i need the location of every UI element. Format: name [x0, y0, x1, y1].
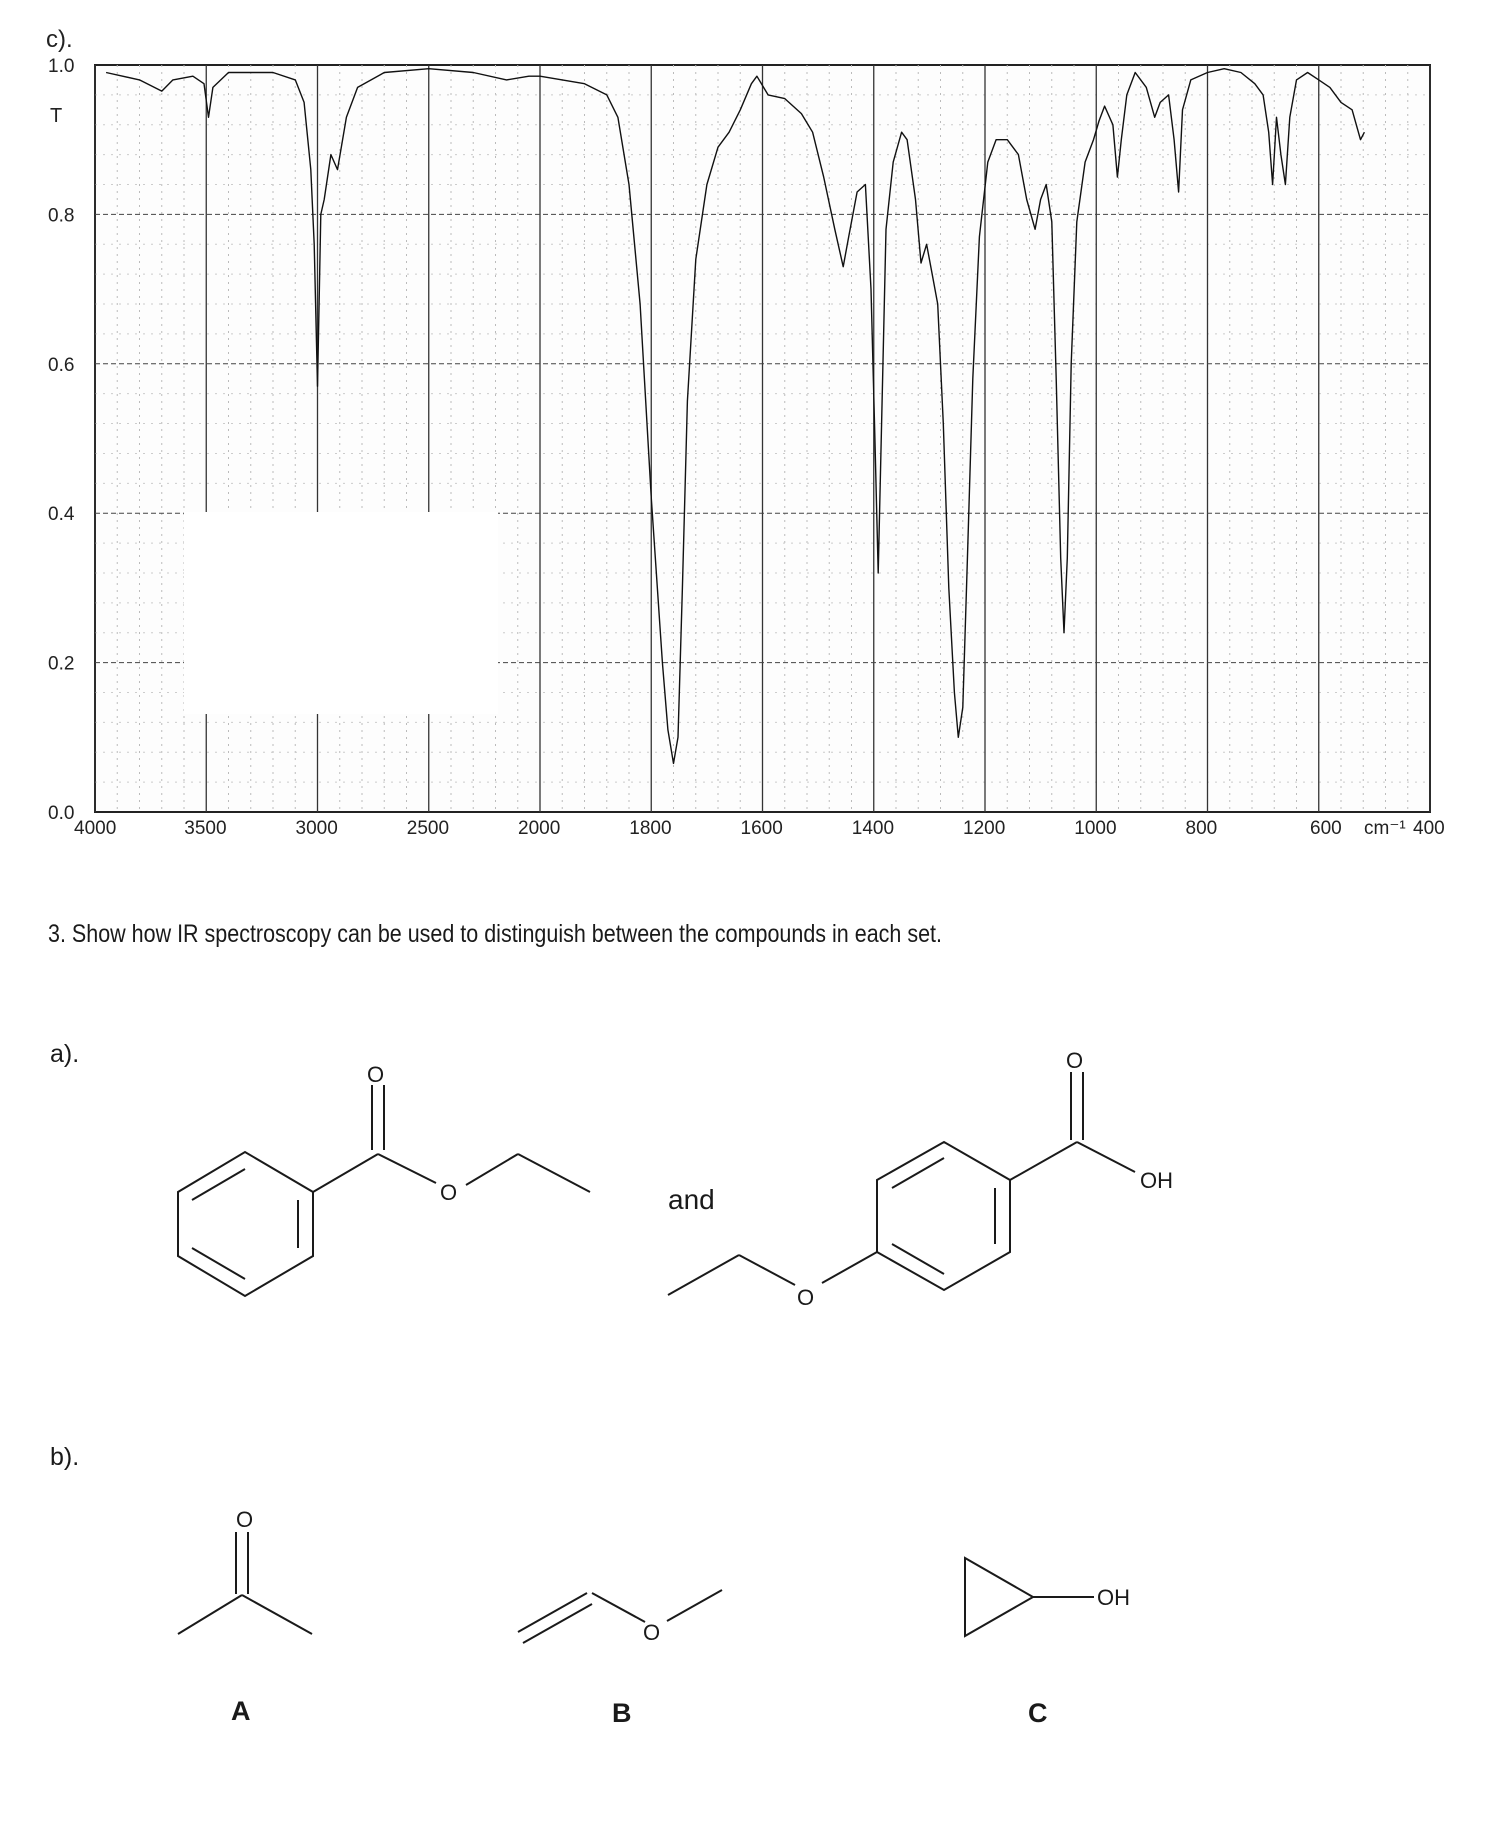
y-axis-label: T [50, 105, 63, 127]
y-tick-label: 0.6 [48, 354, 75, 376]
x-axis-unit: cm⁻¹ [1364, 818, 1406, 839]
atom-label-o: O [367, 1062, 385, 1087]
atom-label-o: O [643, 1620, 661, 1645]
benzene-ring [178, 1152, 313, 1296]
y-tick-label: 0.8 [48, 205, 75, 227]
bond-line [822, 1252, 877, 1283]
x-tick-label: 2500 [406, 818, 450, 839]
problem-c-label: c). [46, 26, 73, 53]
bond-line [739, 1255, 795, 1285]
atom-label-oh: OH [1097, 1585, 1130, 1610]
bond-line [242, 1595, 312, 1634]
compound-b-structure [518, 1590, 722, 1645]
part-a-label: a). [50, 1040, 80, 1068]
x-tick-label: 2000 [518, 818, 561, 839]
bond-line [518, 1154, 590, 1192]
bond-line [668, 1255, 739, 1295]
x-tick-label: 3500 [184, 818, 227, 839]
x-tick-label: 3000 [295, 818, 338, 839]
y-tick-label: 0.0 [48, 803, 75, 824]
x-tick-label: 1200 [963, 818, 1006, 839]
x-tick-label: 4000 [74, 818, 117, 839]
atom-label-oh: OH [1140, 1168, 1173, 1193]
x-tick-label: 800 [1185, 818, 1218, 839]
x-tick-label: 1800 [629, 818, 672, 839]
double-bond-line [192, 1169, 245, 1200]
bond-line [592, 1593, 645, 1622]
ethoxybenzoic-acid-structure [668, 1048, 1173, 1310]
y-tick-label: 0.2 [48, 653, 75, 675]
atom-label-o: O [236, 1507, 254, 1532]
y-tick-label: 0.4 [48, 504, 75, 526]
atom-label-o: O [797, 1285, 815, 1310]
benzene-ring [877, 1142, 1010, 1290]
compound-label-c: C [1028, 1698, 1048, 1728]
bond-line [178, 1595, 242, 1634]
x-tick-label: 400 [1413, 818, 1445, 839]
double-bond-line [892, 1158, 944, 1188]
bond-line [466, 1154, 518, 1185]
double-bond-line [892, 1244, 944, 1274]
double-bond-line [192, 1248, 245, 1279]
part-b-label: b). [50, 1443, 80, 1471]
bond-line [1077, 1142, 1135, 1172]
and-connector: and [668, 1184, 715, 1215]
x-tick-label: 1400 [851, 818, 895, 839]
compound-c-structure [965, 1558, 1130, 1636]
cyclopropane-ring [965, 1558, 1033, 1636]
compound-label-b: B [612, 1698, 632, 1728]
compound-a-structure [178, 1507, 312, 1634]
bond-line [378, 1154, 436, 1183]
y-tick-label: 1.0 [48, 56, 75, 77]
x-tick-label: 1000 [1074, 818, 1117, 839]
atom-label-o: O [1066, 1048, 1084, 1073]
x-tick-label: 1600 [740, 818, 783, 839]
question-3-text: 3. Show how IR spectroscopy can be used to distinguish between the compounds in each set. [48, 920, 942, 948]
bond-line [313, 1154, 378, 1192]
compound-label-a: A [231, 1696, 251, 1726]
x-tick-label: 600 [1310, 818, 1342, 839]
bond-line [1010, 1142, 1077, 1180]
atom-label-o: O [440, 1180, 458, 1205]
ethyl-benzoate-structure [178, 1062, 590, 1296]
bond-line [667, 1590, 722, 1621]
